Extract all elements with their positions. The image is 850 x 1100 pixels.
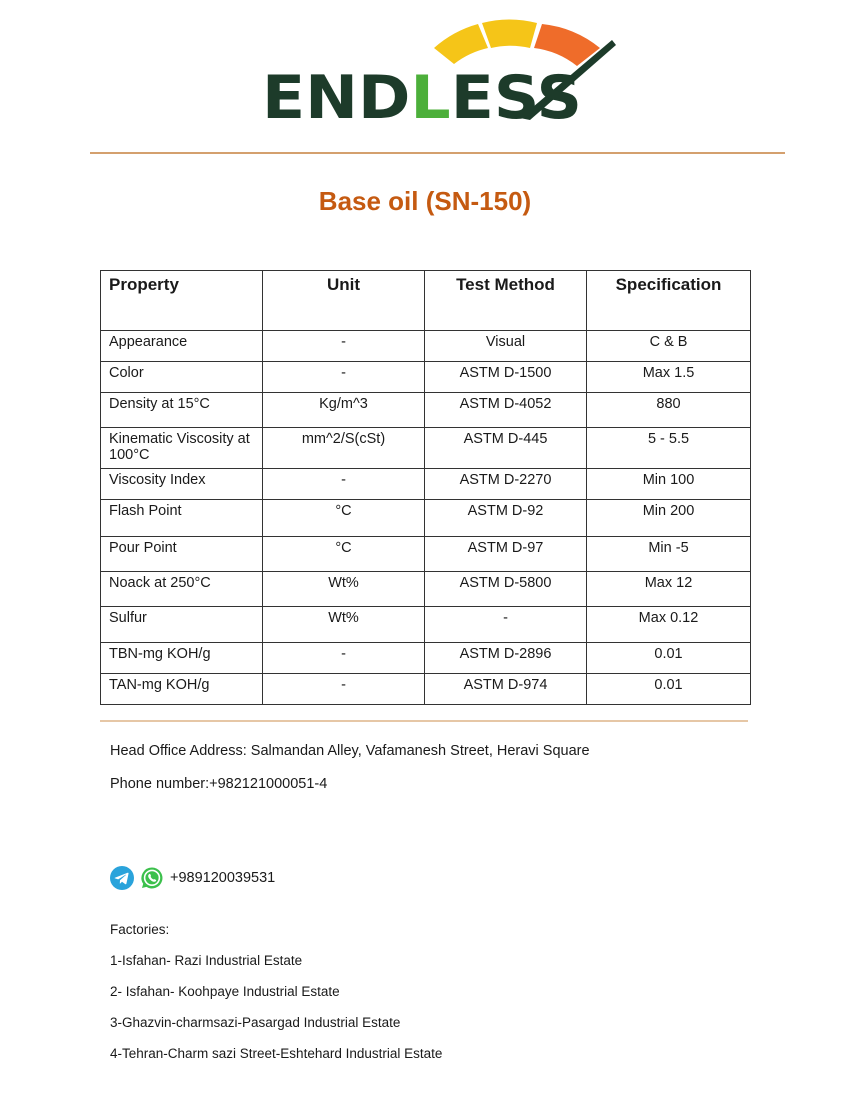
cell-property: TAN-mg KOH/g — [101, 674, 263, 705]
table-row — [101, 500, 751, 537]
cell-test-method: ASTM D-92 — [425, 500, 587, 537]
cell-property: Noack at 250°C — [101, 572, 263, 607]
cell-property: Kinematic Viscosity at 100°C — [101, 428, 263, 469]
cell-specification: Max 0.12 — [587, 607, 751, 643]
phone-number: Phone number:+982121000051-4 — [110, 776, 328, 792]
cell-property: Density at 15°C — [101, 393, 263, 428]
cell-test-method: ASTM D-2270 — [425, 469, 587, 500]
cell-unit: Kg/m^3 — [263, 393, 425, 428]
cell-property: Appearance — [101, 331, 263, 362]
cell-unit: Wt% — [263, 607, 425, 643]
cell-test-method: Visual — [425, 331, 587, 362]
cell-test-method: ASTM D-4052 — [425, 393, 587, 428]
endless-logo — [262, 18, 622, 124]
cell-specification: 880 — [587, 393, 751, 428]
cell-property: TBN-mg KOH/g — [101, 643, 263, 674]
cell-property: Pour Point — [101, 537, 263, 572]
cell-unit: mm^2/S(cSt) — [263, 428, 425, 469]
factories-label: Factories: — [110, 922, 170, 937]
table-row — [101, 643, 751, 674]
table-row — [101, 607, 751, 643]
cell-test-method: ASTM D-5800 — [425, 572, 587, 607]
cell-test-method: ASTM D-445 — [425, 428, 587, 469]
cell-property: Viscosity Index — [101, 469, 263, 500]
cell-specification: 0.01 — [587, 674, 751, 705]
telegram-icon — [110, 866, 134, 890]
top-divider — [90, 152, 785, 154]
logo-text: END LESS — [262, 63, 576, 124]
cell-specification: Min 100 — [587, 469, 751, 500]
cell-unit: °C — [263, 537, 425, 572]
cell-specification: Max 1.5 — [587, 362, 751, 393]
cell-unit: - — [263, 362, 425, 393]
factory-item: 1-Isfahan- Razi Industrial Estate — [110, 953, 303, 968]
header-unit: Unit — [263, 271, 425, 331]
cell-specification: 5 - 5.5 — [587, 428, 751, 469]
cell-specification: C & B — [587, 331, 751, 362]
table-row — [101, 674, 751, 705]
cell-test-method: ASTM D-974 — [425, 674, 587, 705]
header-specification: Specification — [587, 271, 751, 331]
mobile-number: +989120039531 — [170, 870, 276, 886]
factory-item: 3-Ghazvin-charmsazi-Pasargad Industrial Estate — [110, 1015, 401, 1030]
table-row — [101, 428, 751, 469]
specification-table — [100, 270, 751, 705]
cell-unit: - — [263, 469, 425, 500]
table-row — [101, 393, 751, 428]
table-row — [101, 572, 751, 607]
factory-item: 2- Isfahan- Koohpaye Industrial Estate — [110, 984, 340, 999]
table-row — [101, 331, 751, 362]
head-office-address: Head Office Address: Salmandan Alley, Vafamanesh Street, Heravi Square — [110, 743, 590, 759]
cell-unit: - — [263, 643, 425, 674]
factory-item: 4-Tehran-Charm sazi Street-Eshtehard Industrial Estate — [110, 1046, 443, 1061]
cell-specification: Max 12 — [587, 572, 751, 607]
cell-test-method: ASTM D-97 — [425, 537, 587, 572]
cell-test-method: - — [425, 607, 587, 643]
cell-specification: Min 200 — [587, 500, 751, 537]
table-row — [101, 362, 751, 393]
messenger-contact — [110, 866, 275, 890]
cell-property: Flash Point — [101, 500, 263, 537]
table-header-row — [101, 271, 751, 331]
page-title: Base oil (SN-150) — [318, 186, 532, 216]
cell-unit: °C — [263, 500, 425, 537]
cell-specification: 0.01 — [587, 643, 751, 674]
cell-property: Sulfur — [101, 607, 263, 643]
cell-specification: Min -5 — [587, 537, 751, 572]
whatsapp-icon — [140, 866, 164, 890]
bottom-divider — [100, 720, 748, 722]
cell-unit: Wt% — [263, 572, 425, 607]
cell-unit: - — [263, 674, 425, 705]
header-property: Property — [101, 271, 263, 331]
cell-test-method: ASTM D-1500 — [425, 362, 587, 393]
table-row — [101, 537, 751, 572]
cell-unit: - — [263, 331, 425, 362]
cell-property: Color — [101, 362, 263, 393]
table-row — [101, 469, 751, 500]
header-test-method: Test Method — [425, 271, 587, 331]
cell-test-method: ASTM D-2896 — [425, 643, 587, 674]
